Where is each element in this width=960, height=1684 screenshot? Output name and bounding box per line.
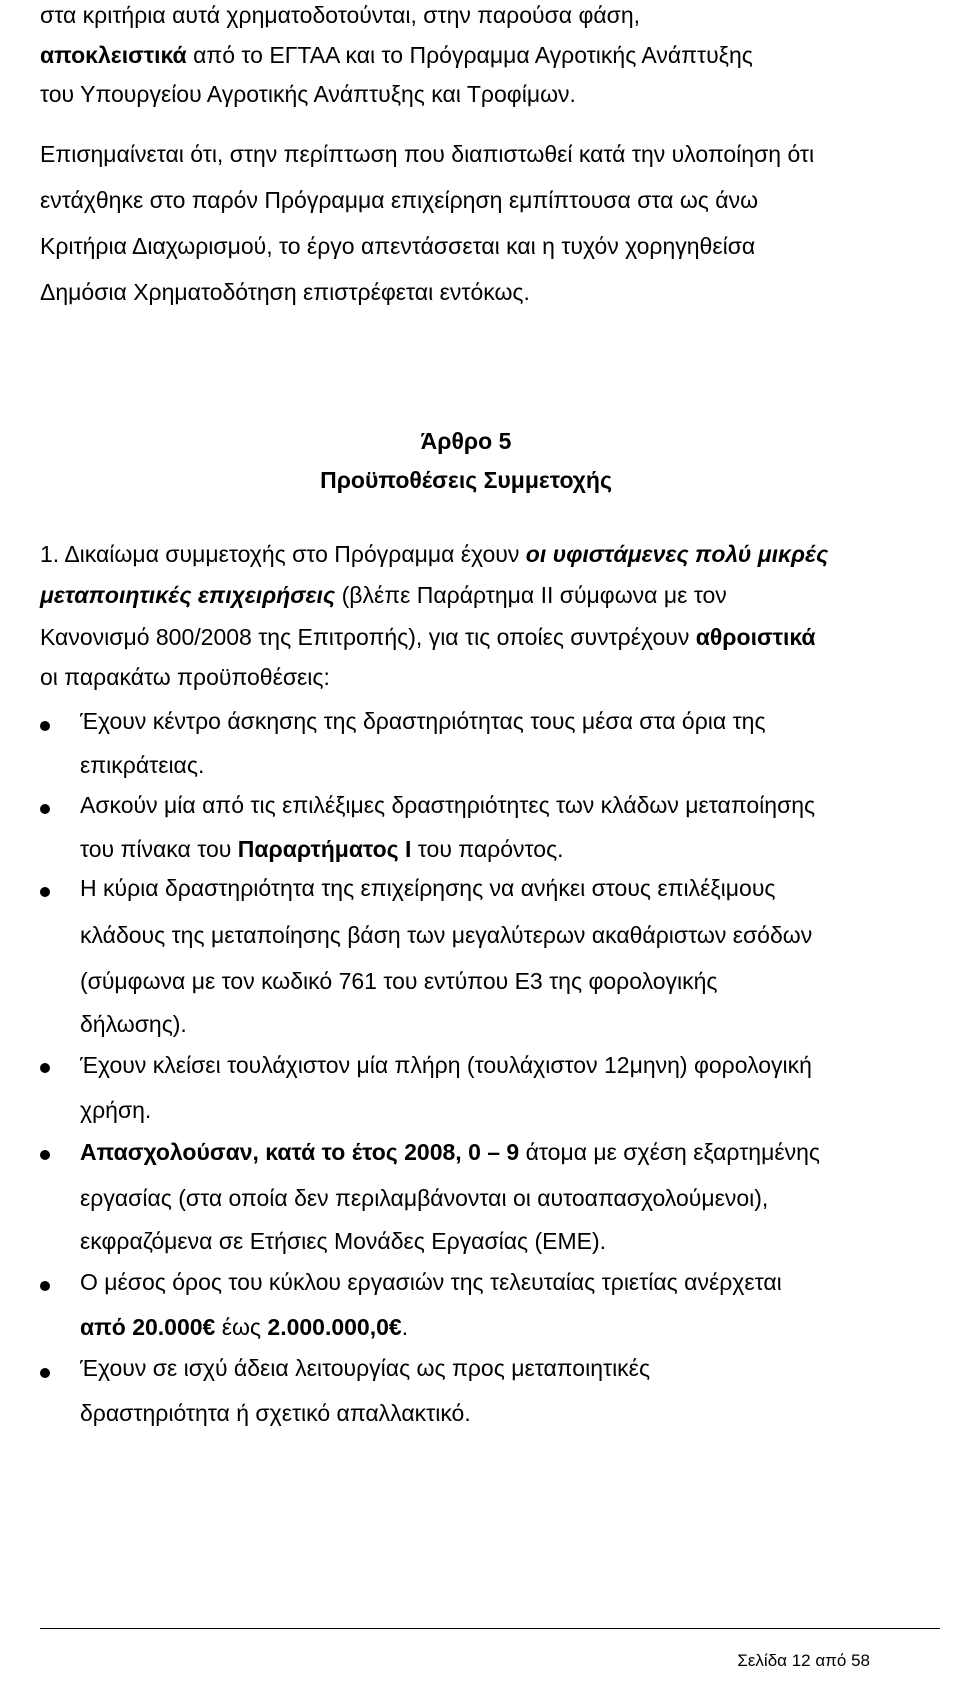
text-span: άτομα με σχέση εξαρτημένης	[525, 1139, 820, 1165]
text-span: εργασίας (στα οποία δεν περιλαμβάνονται οι αυτοαπασχολούμενοι),	[80, 1185, 769, 1211]
paragraph-top-line-1	[40, 0, 892, 31]
bold-text: από 20.000€	[80, 1314, 216, 1340]
bullet-icon	[40, 1368, 50, 1378]
bullet-icon	[40, 804, 50, 814]
paragraph-note-line-1	[40, 139, 814, 170]
bullet-7-line-1	[80, 1353, 650, 1384]
bullet-icon	[40, 1063, 50, 1073]
bullet-5-line-3	[80, 1226, 606, 1257]
bold-text: αποκλειστικά	[40, 42, 187, 68]
article-title: Προϋποθέσεις Συμμετοχής	[320, 467, 612, 493]
bullet-icon	[40, 887, 50, 897]
bold-italic-text: οι υφιστάμενες πολύ μικρές	[525, 541, 829, 567]
article-number: Άρθρο 5	[420, 428, 512, 454]
text-span: δραστηριότητα ή σχετικό απαλλακτικό.	[80, 1400, 471, 1426]
bullet-4-line-1	[80, 1050, 812, 1081]
item1-line-3	[40, 622, 816, 653]
text-span: κλάδους της μεταποίησης βάση των μεγαλύτερων ακαθάριστων εσόδων	[80, 922, 813, 948]
bullet-3-line-2	[80, 920, 812, 951]
text-span: (σύμφωνα με τον κωδικό 761 του εντύπου Ε3 της φορολογικής	[80, 968, 718, 994]
paragraph-note-line-2	[40, 185, 758, 216]
text-span: εκφραζόμενα σε Ετήσιες Μονάδες Εργασίας (ΕΜΕ).	[80, 1228, 607, 1254]
bullet-5-line-1	[80, 1137, 820, 1168]
footer-divider	[40, 1628, 940, 1629]
bullet-3-line-1	[80, 873, 775, 904]
bullet-1-line-2	[80, 750, 204, 781]
bullet-5-line-2	[80, 1183, 768, 1214]
bullet-icon	[40, 721, 50, 731]
bullet-icon	[40, 1150, 50, 1160]
text-span: Έχουν σε ισχύ άδεια λειτουργίας ως προς μεταποιητικές	[80, 1355, 651, 1381]
text-span: Ασκούν μία από τις επιλέξιμες δραστηριότητες των κλάδων μεταποίησης	[80, 792, 816, 818]
item1-line-4	[40, 662, 330, 693]
text-span: Ο μέσος όρος του κύκλου εργασιών της τελευταίας τριετίας ανέρχεται	[80, 1269, 782, 1295]
text-span: δήλωσης).	[80, 1011, 187, 1037]
text-span: εντάχθηκε στο παρόν Πρόγραμμα επιχείρηση εμπίπτουσα στα ως άνω	[40, 187, 759, 213]
paragraph-note-line-3	[40, 231, 755, 262]
bullet-7-line-2	[80, 1398, 471, 1429]
item1-line-2	[40, 580, 727, 611]
text-span: του Υπουργείου Αγροτικής Ανάπτυξης και Τροφίμων.	[40, 81, 576, 107]
item-number: 1.	[40, 541, 60, 567]
bold-text: Παραρτήματος Ι	[237, 836, 412, 862]
text-span: στα κριτήρια αυτά χρηματοδοτούνται, στην παρούσα φάση,	[40, 2, 641, 28]
text-span: επικράτειας.	[80, 752, 205, 778]
text-span: Κριτήρια Διαχωρισμού, το έργο απεντάσσεται και η τυχόν χορηγηθείσα	[40, 233, 756, 259]
text-span: (βλέπε Παράρτημα ΙΙ σύμφωνα με τον	[341, 582, 727, 608]
text-span: Επισημαίνεται ότι, στην περίπτωση που διαπιστωθεί κατά την υλοποίηση ότι	[40, 141, 815, 167]
text-span: Δημόσια Χρηματοδότηση επιστρέφεται εντόκως.	[40, 279, 530, 305]
bold-text: Απασχολούσαν, κατά το έτος 2008, 0 – 9	[80, 1139, 520, 1165]
text-span: Δικαίωμα συμμετοχής στο Πρόγραμμα έχουν	[64, 541, 520, 567]
text-span: Έχουν κέντρο άσκησης της δραστηριότητας τους μέσα στα όρια της	[80, 708, 766, 734]
text-span: Η κύρια δραστηριότητα της επιχείρησης να ανήκει στους επιλέξιμους	[80, 875, 776, 901]
bullet-6-line-2	[80, 1312, 408, 1343]
text-span: Έχουν κλείσει τουλάχιστον μία πλήρη (τουλάχιστον 12μηνη) φορολογική	[80, 1052, 812, 1078]
paragraph-top-line-2	[40, 40, 753, 71]
bullet-3-line-4	[80, 1009, 187, 1040]
text-span: του παρόντος.	[417, 836, 564, 862]
text-span: οι παρακάτω προϋποθέσεις:	[40, 664, 330, 690]
text-span: από το ΕΓΤΑΑ και το Πρόγραμμα Αγροτικής Ανάπτυξης	[193, 42, 753, 68]
bold-italic-text: μεταποιητικές επιχειρήσεις	[40, 582, 336, 608]
bold-text: αθροιστικά	[695, 624, 816, 650]
text-span: χρήση.	[80, 1097, 152, 1123]
paragraph-note-line-4	[40, 277, 530, 308]
bullet-4-line-2	[80, 1095, 151, 1126]
bullet-2-line-2	[80, 834, 564, 865]
paragraph-top-line-3	[40, 79, 576, 110]
text-span: έως	[221, 1314, 262, 1340]
bullet-2-line-1	[80, 790, 815, 821]
text-span: .	[401, 1314, 409, 1340]
text-span: του πίνακα του	[80, 836, 232, 862]
bullet-6-line-1	[80, 1267, 782, 1298]
text-span: Κανονισμό 800/2008 της Επιτροπής), για τις οποίες συντρέχουν	[40, 624, 690, 650]
bullet-icon	[40, 1281, 50, 1291]
bullet-1-line-1	[80, 706, 766, 737]
page-number: Σελίδα 12 από 58	[737, 1651, 870, 1670]
bullet-3-line-3	[80, 966, 718, 997]
bold-text: 2.000.000,0€	[267, 1314, 402, 1340]
item1-line-1	[40, 539, 828, 570]
